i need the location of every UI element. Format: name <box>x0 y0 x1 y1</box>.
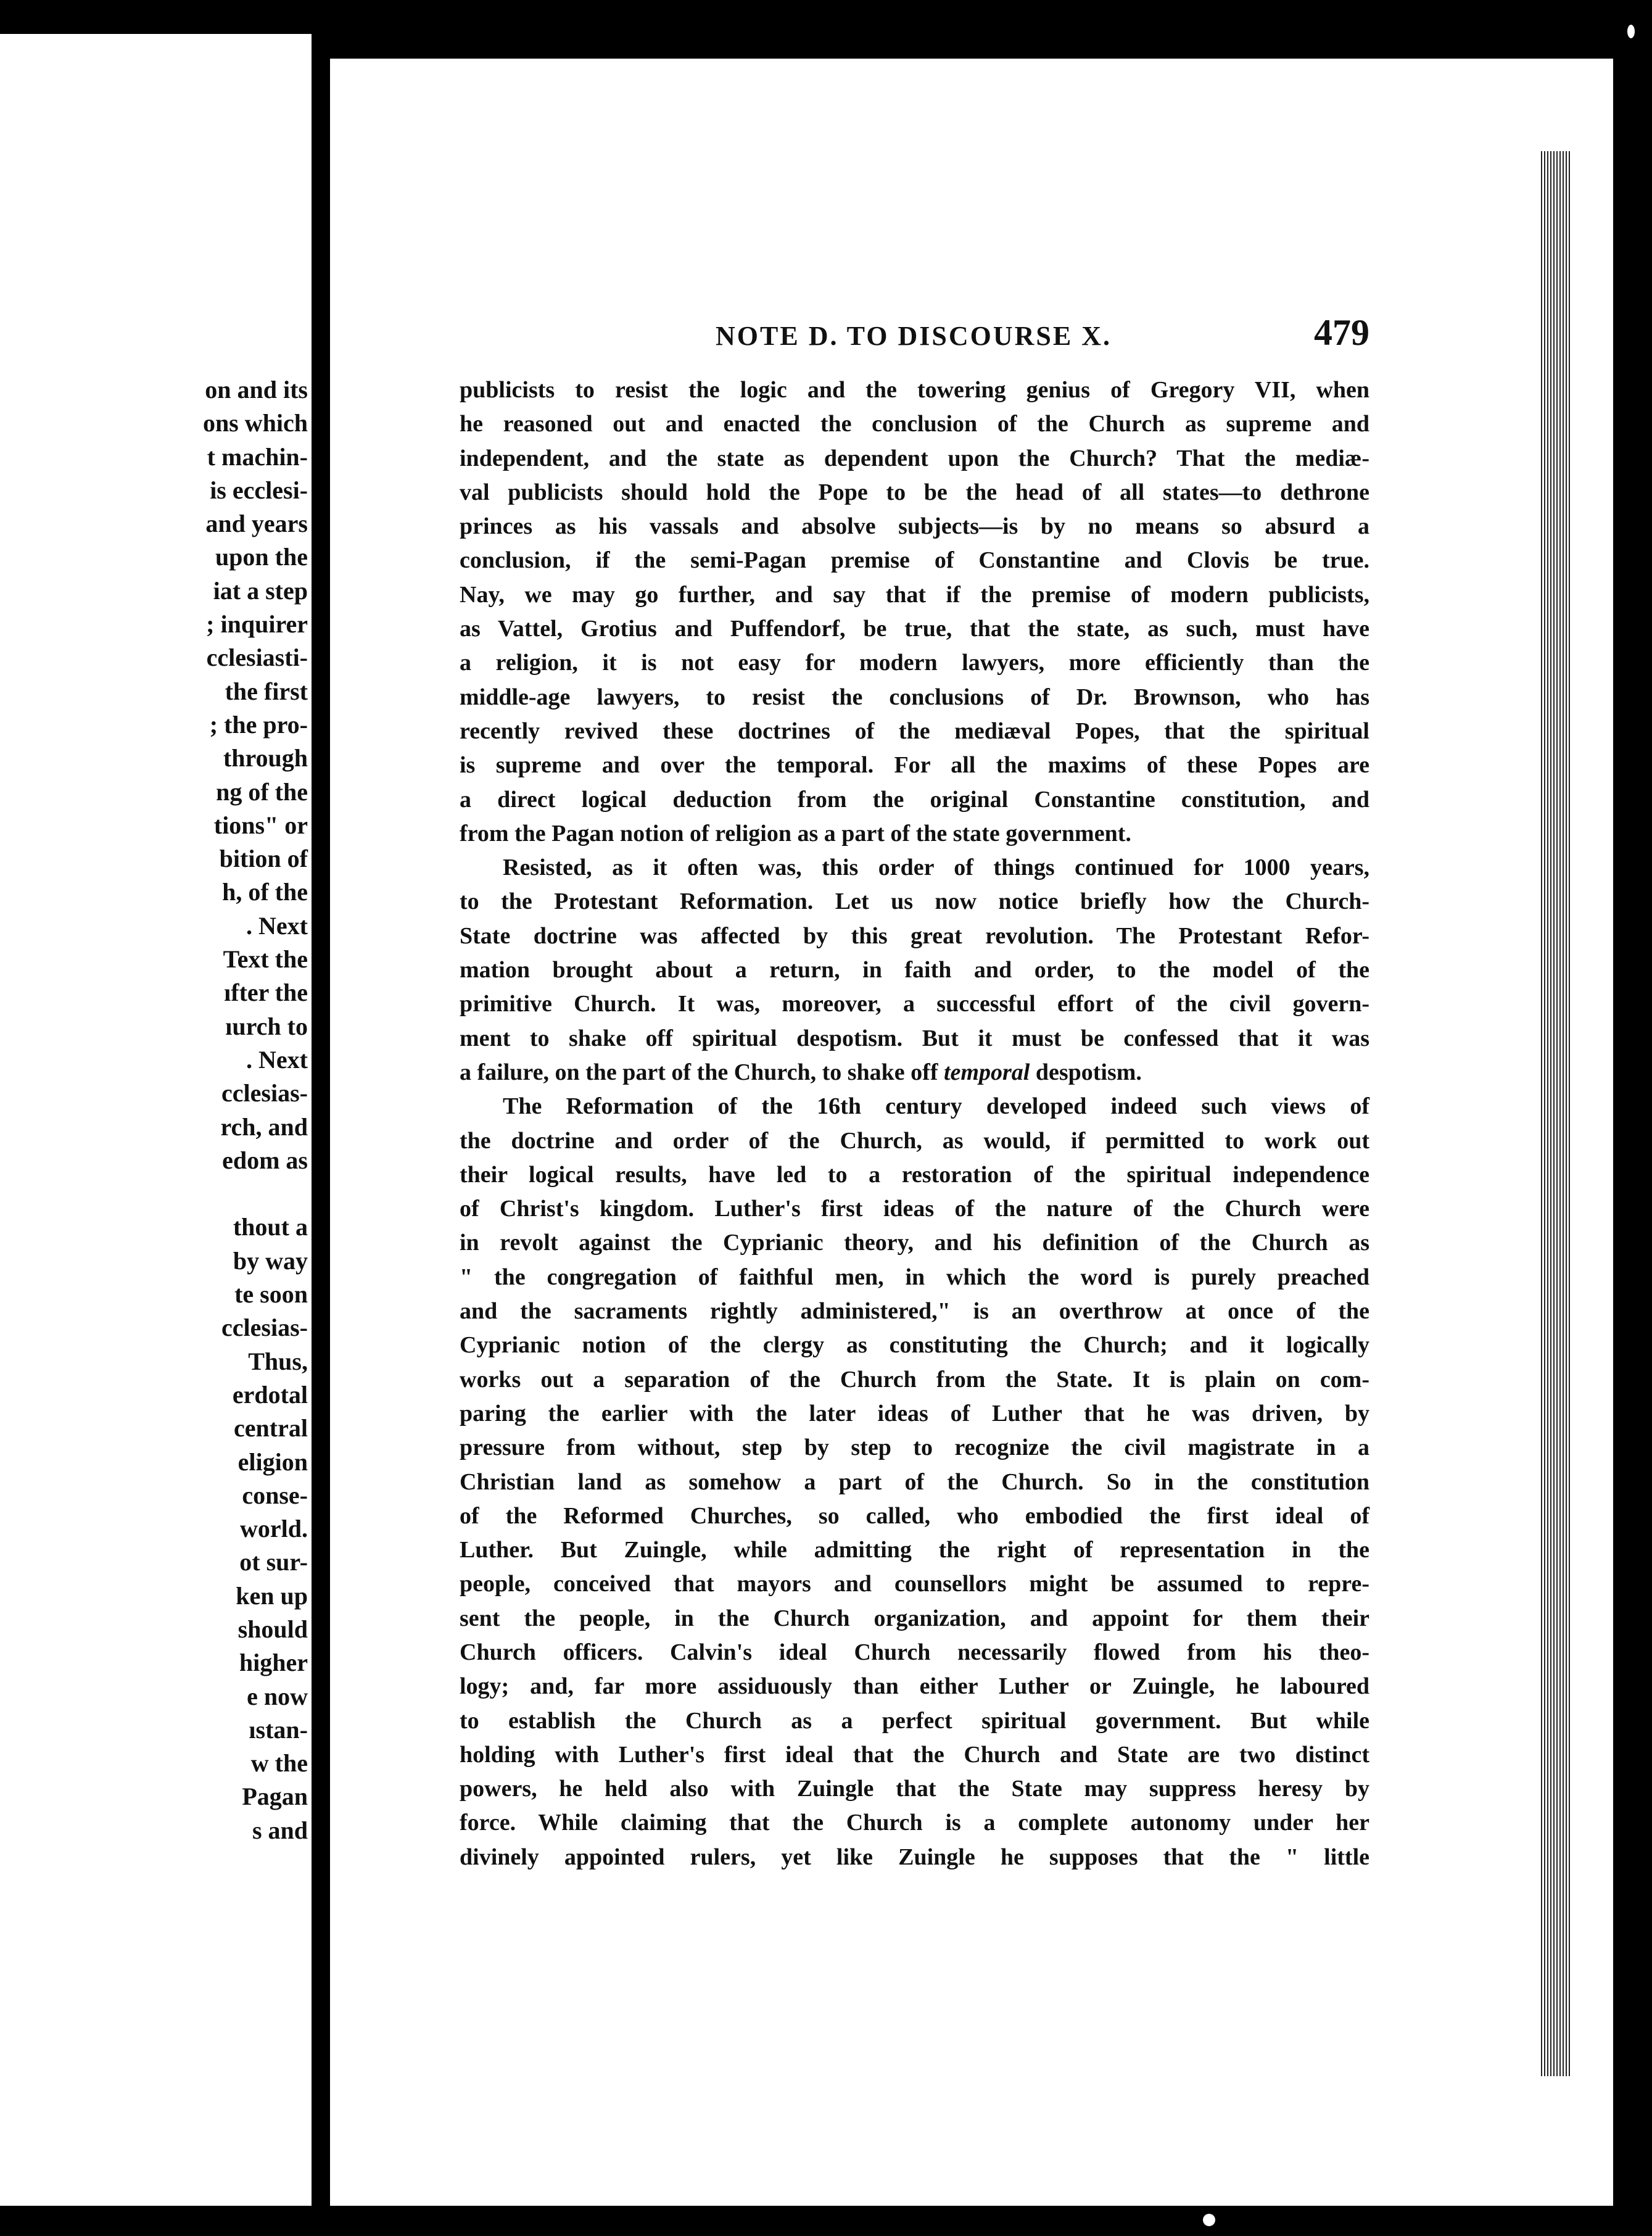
text-line: val publicists should hold the Pope to be the head of all states—to dethrone <box>460 479 1369 505</box>
text-span: a failure, on the part of the Church, to shake off <box>460 1059 938 1085</box>
left-page-line: ıfter the <box>224 979 308 1007</box>
text-line: primitive Church. It was, moreover, a successful effort of the civil govern- <box>460 991 1369 1017</box>
book-gutter <box>312 0 330 2236</box>
italic-word: temporal <box>943 1059 1030 1085</box>
paragraph-start-line: The Reformation of the 16th century developed indeed such views of <box>503 1093 1369 1120</box>
text-line: in revolt against the Cyprianic theory, and his definition of the Church as <box>460 1230 1369 1256</box>
left-page-line: conse- <box>242 1481 308 1509</box>
text-line: and the sacraments rightly administered," is an overthrow at once of the <box>460 1298 1369 1325</box>
text-line: to the Protestant Reformation. Let us now notice briefly how the Church- <box>460 888 1369 915</box>
text-line: conclusion, if the semi-Pagan premise of Constantine and Clovis be true. <box>460 547 1369 574</box>
text-line: publicists to resist the logic and the towering genius of Gregory VII, when <box>460 377 1369 403</box>
text-line: divinely appointed rulers, yet like Zuingle he supposes that the " little <box>460 1844 1369 1870</box>
text-line: pressure from without, step by step to recognize the civil magistrate in a <box>460 1435 1369 1461</box>
text-line: a direct logical deduction from the original Constantine constitution, and <box>460 786 1369 813</box>
left-page-line: ; inquirer <box>206 610 308 639</box>
left-page-line: ons which <box>202 409 308 437</box>
text-line: middle-age lawyers, to resist the conclusions of Dr. Brownson, who has <box>460 684 1369 710</box>
left-page-line: . Next <box>246 911 308 940</box>
left-page-line: ot sur- <box>239 1548 308 1576</box>
text-line-with-italic <box>460 1056 1369 1090</box>
text-line: holding with Luther's first ideal that the Church and State are two distinct <box>460 1741 1369 1768</box>
left-page-line: on and its <box>205 376 308 404</box>
text-line: is supreme and over the temporal. For all the maxims of these Popes are <box>460 752 1369 779</box>
text-line: from the Pagan notion of religion as a part of the state government. <box>460 820 1131 847</box>
left-page-line: by way <box>233 1246 308 1275</box>
left-page-line: w the <box>250 1749 308 1778</box>
scan-speck <box>1627 25 1635 38</box>
left-page-line: rch, and <box>220 1112 308 1141</box>
text-line: Church officers. Calvin's ideal Church necessarily flowed from his theo- <box>460 1639 1369 1665</box>
text-line: ment to shake off spiritual despotism. But it must be confessed that it was <box>460 1025 1369 1051</box>
left-page-line: e now <box>247 1682 308 1710</box>
text-line: of the Reformed Churches, so called, who embodied the first ideal of <box>460 1502 1369 1529</box>
text-line: Nay, we may go further, and say that if the premise of modern publicists, <box>460 581 1369 608</box>
left-page-line: t machin- <box>207 442 308 471</box>
left-page-line: iat a step <box>213 576 308 605</box>
left-page-line: ng of the <box>216 777 308 806</box>
left-page-line: cclesias- <box>221 1079 308 1108</box>
text-line: force. While claiming that the Church is a complete autonomy under her <box>460 1810 1369 1836</box>
left-page-line: bition of <box>219 845 308 873</box>
left-page-line: ; the pro- <box>209 710 308 739</box>
left-page-line: ıstan- <box>249 1715 308 1744</box>
left-page-line: world. <box>240 1515 308 1543</box>
left-page-line: higher <box>239 1649 308 1677</box>
left-page-line: should <box>237 1615 308 1643</box>
left-page-line: Thus, <box>248 1347 308 1375</box>
text-line: the doctrine and order of the Church, as would, if permitted to work out <box>460 1127 1369 1154</box>
left-page-line: edom as <box>222 1146 308 1174</box>
left-page-line: erdotal <box>232 1380 308 1409</box>
left-page-line <box>203 1177 308 1211</box>
text-line: logy; and, far more assiduously than either Luther or Zuingle, he laboured <box>460 1673 1369 1700</box>
text-line: Christian land as somehow a part of the Church. So in the constitution <box>460 1468 1369 1495</box>
running-head <box>716 312 1369 354</box>
body-text <box>460 373 1369 1874</box>
text-line: of Christ's kingdom. Luther's first ideas of the nature of the Church were <box>460 1196 1369 1222</box>
text-line: Cyprianic notion of the clergy as constituting the Church; and it logically <box>460 1332 1369 1359</box>
left-page-text <box>203 373 308 1847</box>
text-line: people, conceived that mayors and counsellors might be assumed to repre- <box>460 1571 1369 1597</box>
text-span: despotism. <box>1030 1059 1142 1085</box>
text-line: mation brought about a return, in faith and order, to the model of the <box>460 957 1369 983</box>
running-title: NOTE D. TO DISCOURSE X. <box>716 321 1112 351</box>
text-line: " the congregation of faithful men, in which the word is purely preached <box>460 1264 1369 1290</box>
left-page-line: central <box>234 1414 308 1443</box>
text-line: to establish the Church as a perfect spiritual government. But while <box>460 1707 1369 1734</box>
left-page-line: ıurch to <box>225 1012 308 1040</box>
left-page-line: and years <box>205 510 308 538</box>
text-line: works out a separation of the Church from the State. It is plain on com- <box>460 1366 1369 1393</box>
text-line: he reasoned out and enacted the conclusion of the Church as supreme and <box>460 411 1369 437</box>
left-page-line: cclesias- <box>221 1314 308 1342</box>
left-page-line: cclesiasti- <box>206 644 308 672</box>
left-page-line: s and <box>252 1816 308 1844</box>
text-line: a religion, it is not easy for modern lawyers, more efficiently than the <box>460 650 1369 676</box>
left-page-line: tions" or <box>213 811 308 839</box>
page-edges <box>1539 151 1570 2076</box>
text-line: princes as his vassals and absolve subjects—is by no means so absurd a <box>460 513 1369 540</box>
left-page-line: through <box>223 744 308 772</box>
left-facing-page <box>0 34 312 2206</box>
text-line: State doctrine was affected by this great revolution. The Protestant Refor- <box>460 922 1369 949</box>
text-line: their logical results, have led to a restoration of the spiritual independence <box>460 1161 1369 1188</box>
scan-speck <box>1203 2214 1215 2226</box>
page-number: 479 <box>1314 312 1369 353</box>
left-page-line: ken up <box>236 1581 308 1610</box>
text-line: powers, he held also with Zuingle that the State may suppress heresy by <box>460 1776 1369 1802</box>
left-page-line: te soon <box>234 1280 308 1309</box>
text-line: Luther. But Zuingle, while admitting the right of representation in the <box>460 1537 1369 1563</box>
left-page-line: thout a <box>233 1213 308 1241</box>
text-line: sent the people, in the Church organization, and appoint for them their <box>460 1605 1369 1631</box>
left-page-line: . Next <box>246 1045 308 1074</box>
text-line: independent, and the state as dependent upon the Church? That the mediæ- <box>460 445 1369 471</box>
left-page-line: Text the <box>223 945 308 974</box>
text-line: recently revived these doctrines of the mediæval Popes, that the spiritual <box>460 718 1369 744</box>
text-line: as Vattel, Grotius and Puffendorf, be true, that the state, as such, must have <box>460 616 1369 642</box>
left-page-line: Pagan <box>242 1783 308 1811</box>
left-page-line: is ecclesi- <box>210 476 308 504</box>
left-page-line: eligion <box>237 1447 308 1476</box>
paragraph-start-line: Resisted, as it often was, this order of things continued for 1000 years, <box>503 855 1369 881</box>
left-page-line: h, of the <box>222 878 308 906</box>
left-page-line: upon the <box>215 543 308 571</box>
left-page-line: the first <box>225 677 308 705</box>
text-line: paring the earlier with the later ideas of Luther that he was driven, by <box>460 1400 1369 1426</box>
